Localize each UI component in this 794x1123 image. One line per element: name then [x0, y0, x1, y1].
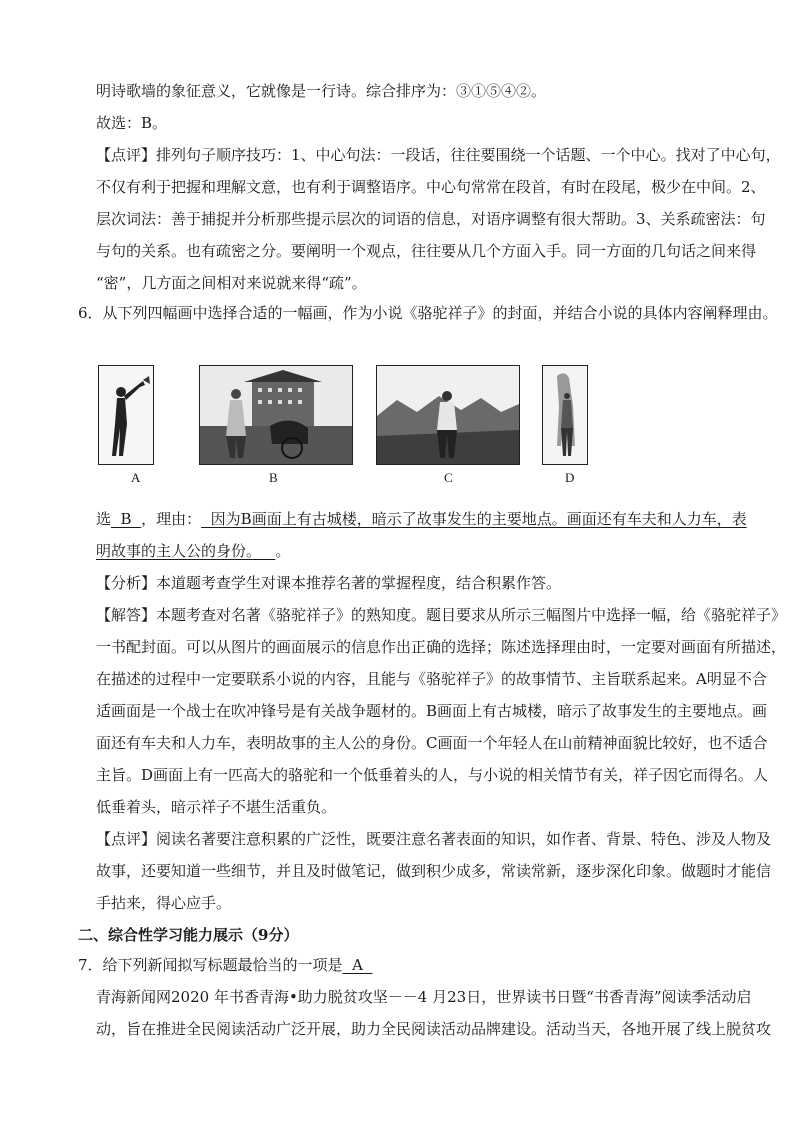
- text-line: 明诗歌墙的象征意义，它就像是一行诗。综合排序为：③①⑤④②。: [96, 82, 547, 100]
- answer-choice: B: [111, 510, 142, 528]
- text-line: 青海新闻网2020 年书香青海•助力脱贫攻坚－－4 月23日，世界读书日暨“书香青海”阅读季活动启: [96, 988, 752, 1006]
- solution-paragraph: 【解答】本题考查对名著《骆驼祥子》的熟知度。题目要求从所示三幅图片中选择一幅，给《骆驼祥子》: [96, 606, 787, 624]
- picture-c-caption: C: [444, 470, 453, 485]
- comment-tag: 【点评】: [96, 830, 157, 848]
- text-line: 面还有车夫和人力车，表明故事的主人公的身份。C画面一个年轻人在山前精神面貌比较好，也不适合: [96, 734, 768, 752]
- analysis-paragraph: 【分析】本道题考查学生对课本推荐名著的掌握程度，结合积累作答。: [96, 574, 562, 592]
- picture-a: [98, 365, 154, 465]
- text-line: 手拈来，得心应手。: [96, 894, 232, 912]
- answer-choice: A: [342, 956, 373, 974]
- picture-c: [376, 365, 520, 465]
- answer-reason: 明故事的主人公的身份。: [96, 542, 276, 560]
- text-line: 故选：B。: [96, 114, 168, 132]
- section-title: 二、综合性学习能力展示（9分）: [78, 926, 299, 944]
- text-line: 动，旨在推进全民阅读活动广泛开展，助力全民阅读活动品牌建设。活动当天，各地开展了线上脱贫攻: [96, 1020, 772, 1038]
- answer-reason: 因为B画面上有古城楼，暗示了故事发生的主要地点。画面还有车夫和人力车，表: [201, 510, 747, 528]
- picture-b-caption: B: [269, 470, 278, 485]
- text-line: “密”，几方面之间相对来说就来得“疏”。: [96, 274, 367, 292]
- text-line: 层次词法：善于捕捉并分析那些提示层次的词语的信息，对语序调整有很大帮助。3、关系疏密法：句: [96, 210, 766, 228]
- comment-paragraph: [96, 145, 781, 165]
- comment-tag: 【点评】: [96, 146, 157, 164]
- text-line: 排列句子顺序技巧：1、中心句法：一段话，往往要围绕一个话题、一个中心。找对了中心句，: [156, 146, 781, 164]
- text-line: 不仅有利于把握和理解文意，也有利于调整语序。中心句常常在段首，有时在段尾，极少在中间。2、: [96, 178, 766, 196]
- picture-b: [199, 365, 353, 465]
- question-stem: 6．从下列四幅画中选择合适的一幅画，作为小说《骆驼祥子》的封面，并结合小说的具体内容阐释理由。: [78, 304, 778, 322]
- solution-tag: 【解答】: [96, 606, 157, 624]
- comment-paragraph: 【点评】阅读名著要注意积累的广泛性，既要注意名著表面的知识，如作者、背景、特色、涉及人物及: [96, 830, 772, 848]
- text-line: 在描述的过程中一定要联系小说的内容，且能与《骆驼祥子》的故事情节、主旨联系起来。A明显不合: [96, 670, 767, 688]
- analysis-tag: 【分析】: [96, 574, 157, 592]
- text-line: 低垂着头，暗示祥子不堪生活重负。: [96, 798, 337, 816]
- text-line: 主旨。D画面上有一匹高大的骆驼和一个低垂着头的人，与小说的相关情节有关，祥子因它而得名。人: [96, 766, 769, 784]
- picture-a-caption: A: [131, 470, 141, 485]
- text-line: 故事，还要知道一些细节，并且及时做笔记，做到积少成多，常读常新，逐步深化印象。做题时才能信: [96, 862, 772, 880]
- picture-d: [542, 365, 588, 465]
- picture-d-caption: D: [565, 470, 575, 485]
- text-line: 与句的关系。也有疏密之分。要阐明一个观点，往往要从几个方面入手。同一方面的几句话之间来得: [96, 242, 757, 260]
- answer-line: 明故事的主人公的身份。 。: [96, 542, 291, 560]
- text-line: 适画面是一个战士在吹冲锋号是有关战争题材的。B画面上有古城楼，暗示了故事发生的主要地点。画: [96, 702, 768, 720]
- answer-line: 选 B ，理由： 因为B画面上有古城楼，暗示了故事发生的主要地点。画面还有车夫和人力车，表: [96, 510, 747, 528]
- question-stem: 7．给下列新闻拟写标题最恰当的一项是 A: [78, 956, 373, 974]
- text-line: 一书配封面。可以从图片的画面展示的信息作出正确的选择；陈述选择理由时，一定要对画面有所描述，: [96, 638, 787, 656]
